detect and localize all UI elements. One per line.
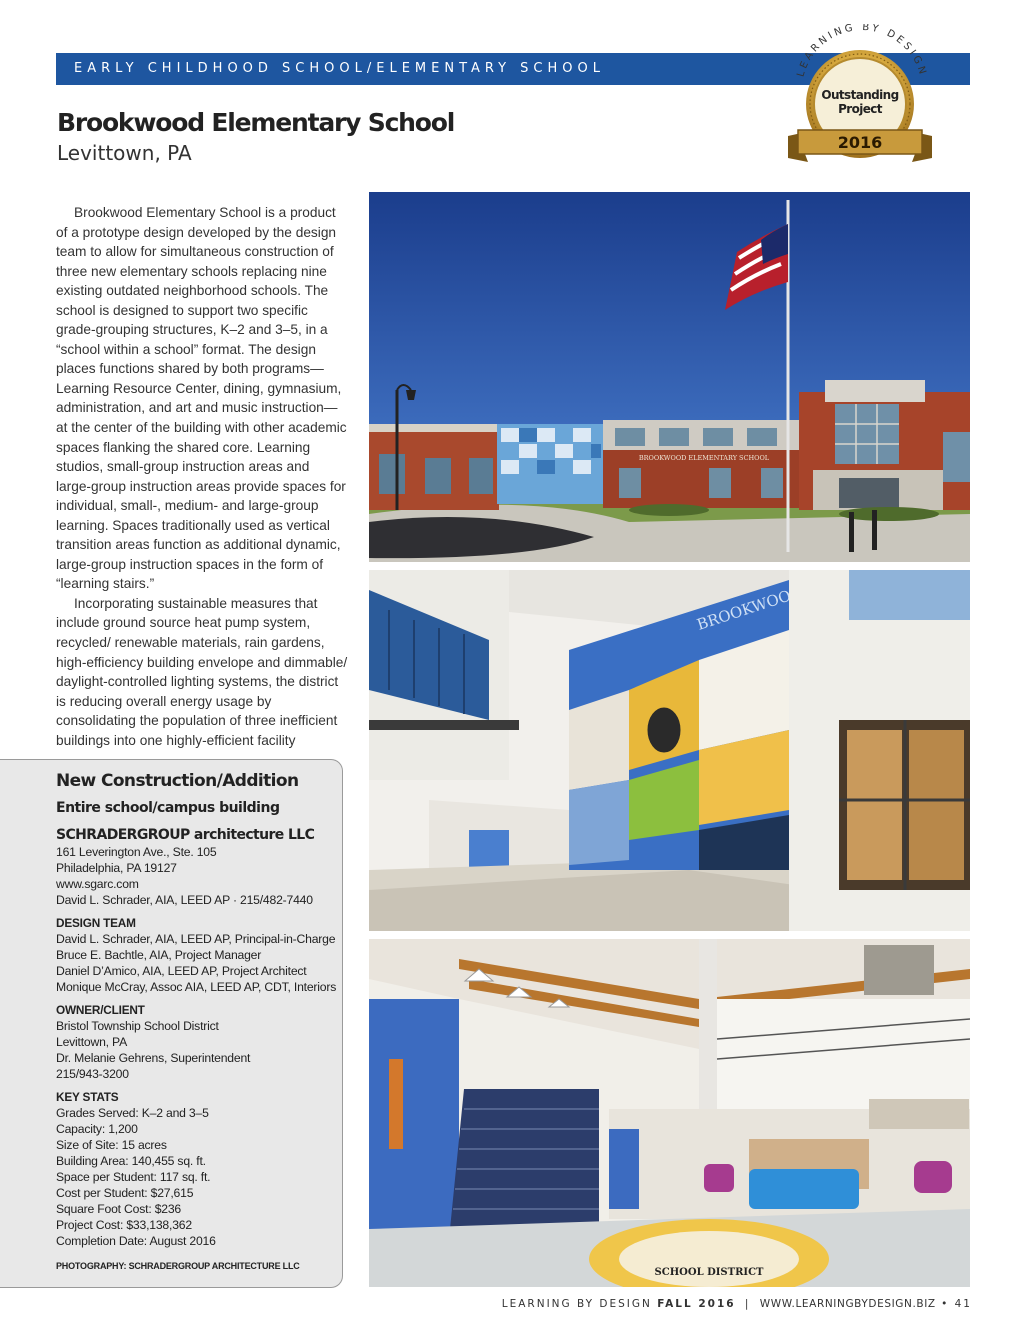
stat-line: Size of Site: 15 acres [56, 1138, 167, 1152]
section-label: EARLY CHILDHOOD SCHOOL/ELEMENTARY SCHOOL [74, 61, 605, 76]
article-body [56, 203, 348, 750]
stat-line: Capacity: 1,200 [56, 1122, 138, 1136]
footer-issue: FALL 2016 [657, 1298, 736, 1310]
owner-line: Levittown, PA [56, 1035, 128, 1049]
badge-year: 2016 [837, 133, 883, 152]
stat-line: Space per Student: 117 sq. ft. [56, 1170, 211, 1184]
exterior-sign-text: BROOKWOOD ELEMENTARY SCHOOL [638, 454, 770, 462]
badge-line2: Project [838, 102, 882, 116]
badge-ring-text: LEARNING BY DESIGN [795, 24, 929, 79]
stat-line: Square Foot Cost: $236 [56, 1202, 182, 1216]
owner-heading: OWNER/CLIENT [56, 1003, 145, 1017]
category-subtitle: Entire school/campus building [56, 800, 280, 816]
design-team-member: David L. Schrader, AIA, LEED AP, Principal-in-Charge [56, 932, 336, 946]
school-crest-icon [646, 706, 682, 754]
stat-line: Completion Date: August 2016 [56, 1234, 216, 1248]
design-team-member: Daniel D’Amico, AIA, LEED AP, Project Architect [56, 964, 307, 978]
firm-name: SCHRADERGROUP architecture LLC [56, 827, 315, 843]
page-footer [502, 1298, 972, 1310]
owner-line: 215/943-3200 [56, 1067, 129, 1081]
stat-line: Building Area: 140,455 sq. ft. [56, 1154, 206, 1168]
body-paragraph-1: Brookwood Elementary School is a product of a prototype design developed by the design team to allow for simultaneous construction of three new elementary schools replacing nine existing outdated neighborhood schools. The school is designed to support two specific grade-grouping structures, K–2 and 3–5, in a “school within a school” format. The design places functions shared by both programs—Learning Resource Center, dining, gymnasium, administration, and art and music instruction—at the center of the building with other academic spaces flanking the shared core. Learning studios, small-group instruction areas and large-group instruction areas provide spaces for individual, small-, medium- and large-group learning. Spaces traditionally used as vertical transition areas function as additional dynamic, large-group instruction spaces in the form of “learning stairs.” [56, 205, 347, 592]
footer-url[interactable]: WWW.LEARNINGBYDESIGN.BIZ [759, 1298, 936, 1310]
firm-contact: David L. Schrader, AIA, LEED AP · 215/482-7440 [56, 893, 313, 907]
stat-line: Project Cost: $33,138,362 [56, 1218, 192, 1232]
stat-line: Grades Served: K–2 and 3–5 [56, 1106, 209, 1120]
atrium-photo [369, 570, 970, 931]
footer-bullet: • [941, 1298, 950, 1310]
page-title: Brookwood Elementary School [57, 108, 455, 137]
owner-line: Dr. Melanie Gehrens, Superintendent [56, 1051, 251, 1065]
award-badge [784, 24, 940, 180]
owner-line: Bristol Township School District [56, 1019, 219, 1033]
floor-seal-text: SCHOOL DISTRICT [654, 1267, 764, 1278]
location: Levittown, PA [57, 141, 192, 165]
project-info-box [0, 759, 343, 1288]
firm-address: 161 Leverington Ave., Ste. 105 [56, 845, 217, 859]
key-stats-heading: KEY STATS [56, 1090, 119, 1104]
footer-divider: | [744, 1298, 751, 1310]
footer-magazine: LEARNING BY DESIGN [501, 1298, 652, 1310]
firm-website[interactable]: www.sgarc.com [56, 877, 139, 891]
category-title: New Construction/Addition [56, 771, 299, 791]
design-team-heading: DESIGN TEAM [56, 916, 136, 930]
body-paragraph-2: Incorporating sustainable measures that include ground source heat pump system, recycled/ renewable materials, rain gardens, high-efficiency building envelope and dimmable/ daylight-controlled lighting systems, the district is reducing overall energy usage by consolidating the population of three inefficient buildings into one highly-efficient facility [56, 595, 348, 748]
firm-city: Philadelphia, PA 19127 [56, 861, 177, 875]
stat-line: Cost per Student: $27,615 [56, 1186, 194, 1200]
exterior-photo [369, 192, 970, 562]
mural-school-name: BROOKWOOD [694, 582, 805, 634]
stairs-photo [369, 939, 970, 1287]
design-team-member: Bruce E. Bachtle, AIA, Project Manager [56, 948, 262, 962]
photo-credit: PHOTOGRAPHY: SCHRADERGROUP ARCHITECTURE LLC [56, 1261, 300, 1271]
badge-line1: Outstanding [821, 88, 899, 102]
design-team-member: Monique McCray, Assoc AIA, LEED AP, CDT, Interiors [56, 980, 337, 994]
lounge-seating [749, 1169, 859, 1209]
page-number: 41 [954, 1298, 972, 1310]
